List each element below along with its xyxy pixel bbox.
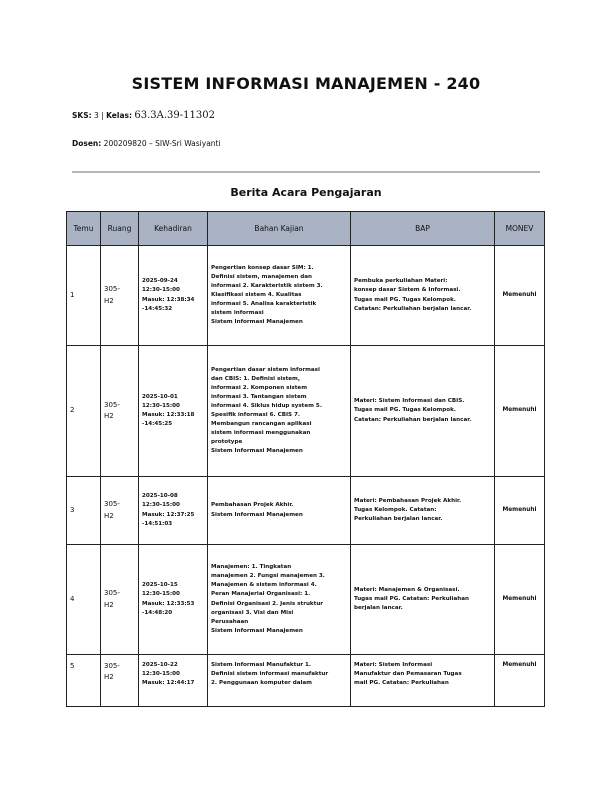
- cell-bahan-kajian: Manajemen: 1. Tingkatan manajemen 2. Fungsi manajemen 3. Manajemen & sistem informasi 4. Peran Manajerial Organisasi: 1. Definisi Organisasi 2. Jenis struktur organisasi 3. Visi dan Misi Perusahaan Sistem Informasi Manajemen: [208, 545, 351, 655]
- separator: |: [101, 111, 104, 120]
- teaching-report-table: [66, 211, 545, 707]
- header-bahan-kajian: Bahan Kajian: [208, 212, 351, 246]
- cell-bahan-kajian: Pengertian dasar sistem informasi dan CBIS: 1. Definisi sistem, informasi 2. Komponen sistem informasi 3. Tantangan sistem informasi 4. Siklus hidup system 5. Spesifik informasi 6. CBIS 7. Membangun rancangan aplikasi sistem informasi menggunakan prototype Sistem Informasi Manajemen: [208, 346, 351, 477]
- page-title: SISTEM INFORMASI MANAJEMEN - 240: [131, 74, 481, 93]
- cell-ruang: 305- H2: [101, 477, 139, 545]
- cell-monev: Memenuhi: [495, 545, 545, 655]
- cell-bahan-kajian: Sistem Informasi Manufaktur 1. Definisi sistem informasi manufaktur 2. Penggunaan komputer dalam: [208, 655, 351, 707]
- table-row: [67, 477, 545, 545]
- header-bap: BAP: [351, 212, 495, 246]
- table-row: [67, 545, 545, 655]
- header-ruang: Ruang: [101, 212, 139, 246]
- cell-bahan-kajian: Pengertian konsep dasar SIM: 1. Definisi sistem, manajemen dan informasi 2. Karakteristik sistem 3. Klasifikasi sistem 4. Kualitas informasi 5. Analisa karakteristik sistem informasi Sistem Informasi Manajemen: [208, 246, 351, 346]
- cell-bap: Pembuka perkuliahan Materi: konsep dasar Sistem & Informasi. Tugas mail PG. Tugas Kelompok. Catatan: Perkuliahan berjalan lancar.: [351, 246, 495, 346]
- cell-temu: 2: [67, 346, 101, 477]
- cell-kehadiran: 2025-10-08 12:30-15:00 Masuk: 12:37:25 -14:51:03: [139, 477, 208, 545]
- cell-bahan-kajian: Pembahasan Projek Akhir. Sistem Informasi Manajemen: [208, 477, 351, 545]
- divider: [72, 171, 540, 173]
- sks-label: SKS:: [72, 111, 92, 120]
- table-row: [67, 246, 545, 346]
- cell-ruang: 305- H2: [101, 655, 139, 707]
- cell-bap: Materi: Manajemen & Organisasi. Tugas mail PG. Catatan: Perkuliahan berjalan lancar.: [351, 545, 495, 655]
- lecturer-meta: [72, 139, 221, 148]
- cell-bap: Materi: Sistem Informasi Manufaktur dan Pemasaran Tugas mail PG. Catatan: Perkuliahan: [351, 655, 495, 707]
- section-title: Berita Acara Pengajaran: [230, 186, 382, 199]
- cell-temu: 1: [67, 246, 101, 346]
- header-temu: Temu: [67, 212, 101, 246]
- cell-bap: Materi: Sistem Informasi dan CBIS. Tugas mail PG. Tugas Kelompok. Catatan: Perkuliahan berjalan lancar.: [351, 346, 495, 477]
- cell-temu: 5: [67, 655, 101, 707]
- table-header-row: [67, 212, 545, 246]
- cell-monev: Memenuhi: [495, 477, 545, 545]
- table-row: [67, 346, 545, 477]
- cell-monev: Memenuhi: [495, 346, 545, 477]
- cell-ruang: 305- H2: [101, 246, 139, 346]
- course-meta: [72, 110, 215, 121]
- cell-monev: Memenuhi: [495, 246, 545, 346]
- cell-ruang: 305- H2: [101, 545, 139, 655]
- table-row: [67, 655, 545, 707]
- cell-kehadiran: 2025-10-22 12:30-15:00 Masuk: 12:44:17: [139, 655, 208, 707]
- kelas-label: Kelas:: [106, 111, 132, 120]
- cell-temu: 4: [67, 545, 101, 655]
- cell-monev: Memenuhi: [495, 655, 545, 707]
- cell-bap: Materi: Pembahasan Projek Akhir. Tugas Kelompok. Catatan: Perkuliahan berjalan lancar.: [351, 477, 495, 545]
- dosen-label: Dosen:: [72, 139, 102, 148]
- cell-temu: 3: [67, 477, 101, 545]
- sks-value: 3: [94, 111, 99, 120]
- kelas-value: 63.3A.39-11302: [134, 110, 215, 121]
- cell-kehadiran: 2025-09-24 12:30-15:00 Masuk: 12:38:34 -14:45:32: [139, 246, 208, 346]
- cell-kehadiran: 2025-10-15 12:30-15:00 Masuk: 12:33:53 -14:48:20: [139, 545, 208, 655]
- header-kehadiran: Kehadiran: [139, 212, 208, 246]
- header-monev: MONEV: [495, 212, 545, 246]
- dosen-value: 200209820 – SIW-Sri Wasiyanti: [103, 139, 221, 148]
- cell-ruang: 305- H2: [101, 346, 139, 477]
- cell-kehadiran: 2025-10-01 12:30-15:00 Masuk: 12:33:18 -14:45:25: [139, 346, 208, 477]
